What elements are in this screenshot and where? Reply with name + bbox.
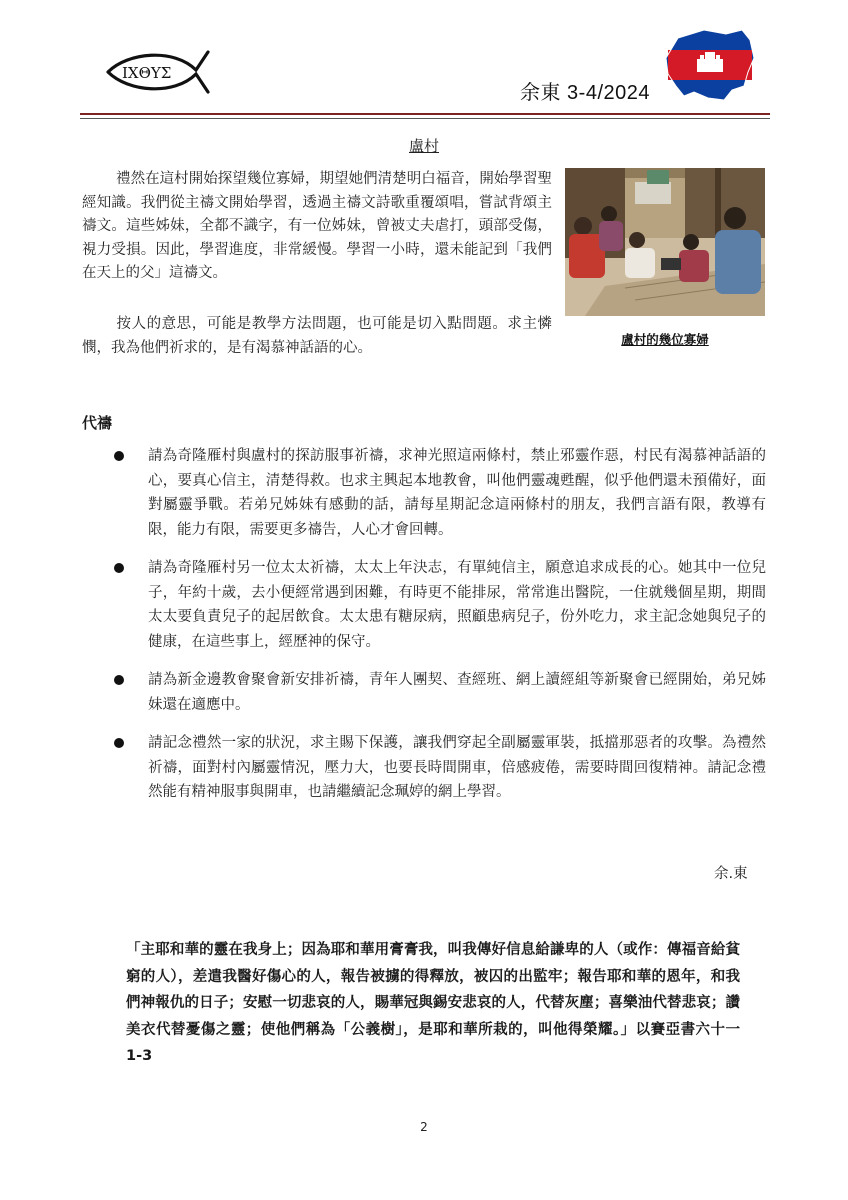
- prayer-list: [114, 444, 766, 805]
- bullet-icon: [114, 451, 124, 461]
- cambodia-map-flag-icon: [664, 28, 756, 102]
- prayer-item: 請記念禮然一家的狀況，求主賜下保護，讓我們穿起全副屬靈軍裝，抵擋那惡者的攻擊。為禮然祈禱，面對村內屬靈情況，壓力大，也要長時間開車，倍感疲倦，需要時間回復精神。請記念禮然能有精神服事與開車，也請繼續記念珮婷的網上學習。: [114, 731, 766, 805]
- article-paragraph-1: 禮然在這村開始探望幾位寡婦，期望她們清楚明白福音，開始學習聖經知識。我們從主禱文開始學習，透過主禱文詩歌重覆頌唱，嘗試背頌主禱文。這些姊妹，全都不識字，有一位姊妹，曾被丈夫虐打，頭部受傷，視力受損。因此，學習進度，非常緩慢。學習一小時，還未能記到「我們在天上的父」這禱文。: [82, 171, 552, 281]
- author-signature: 余.東: [714, 866, 748, 882]
- scripture-verse: 「主耶和華的靈在我身上；因為耶和華用膏膏我，叫我傳好信息給謙卑的人（或作：傳福音給貧窮的人），差遣我醫好傷心的人，報告被擄的得釋放，被囚的出監牢；報告耶和華的恩年，和我們神報仇的日子；安慰一切悲哀的人，賜華冠與錫安悲哀的人，代替灰塵；喜樂油代替悲哀；讚美衣代替憂傷之靈；使他們稱為「公義樹」，是耶和華所栽的，叫他得榮耀。」以賽亞書六十一 1-3: [126, 942, 740, 1064]
- logo-text: ΙΧΘΥΣ: [122, 64, 172, 82]
- village-widows-photo: [565, 168, 765, 316]
- prayer-item: 請為奇隆雁村另一位太太祈禱，太太上年決志，有單純信主，願意追求成長的心。她其中一位兒子，年約十歲，去小便經常遇到困難，有時更不能排尿，常常進出醫院，一住就幾個星期，期間太太要負責兒子的起居飲食。太太患有糖尿病，照顧患病兒子，份外吃力，求主記念她與兒子的健康，在這些事上，經歷神的保守。: [114, 556, 766, 654]
- prayer-item: 請為奇隆雁村與盧村的探訪服事祈禱，求神光照這兩條村，禁止邪靈作惡，村民有渴慕神話語的心，要真心信主，清楚得救。也求主興起本地教會，叫他們靈魂甦醒，似乎他們還未預備好，面對屬靈爭戰。若弟兄姊妹有感動的話，請每星期記念這兩條村的朋友，我們言語有限，教導有限，能力有限，需要更多禱告，人心才會回轉。: [114, 444, 766, 542]
- header-divider: [80, 113, 770, 115]
- page-number: 2: [420, 1120, 428, 1134]
- header-divider-thin: [80, 118, 770, 119]
- photo-caption: 盧村的幾位寡婦: [621, 332, 709, 347]
- bullet-icon: [114, 675, 124, 685]
- prayer-item: 請為新金邊教會聚會新安排祈禱，青年人團契、查經班、網上讀經組等新聚會已經開始，弟兄姊妹還在適應中。: [114, 668, 766, 717]
- article-title: 盧村: [408, 137, 439, 155]
- newsletter-title: 余東 3-4/2024: [520, 82, 651, 104]
- bullet-icon: [114, 738, 124, 748]
- prayer-heading: 代禱: [82, 414, 113, 432]
- article-paragraph-2: 按人的意思，可能是教學方法問題，也可能是切入點問題。求主憐憫，我為他們祈求的，是有渴慕神話語的心。: [82, 316, 552, 356]
- ichthys-fish-logo: [104, 48, 212, 96]
- bullet-icon: [114, 563, 124, 573]
